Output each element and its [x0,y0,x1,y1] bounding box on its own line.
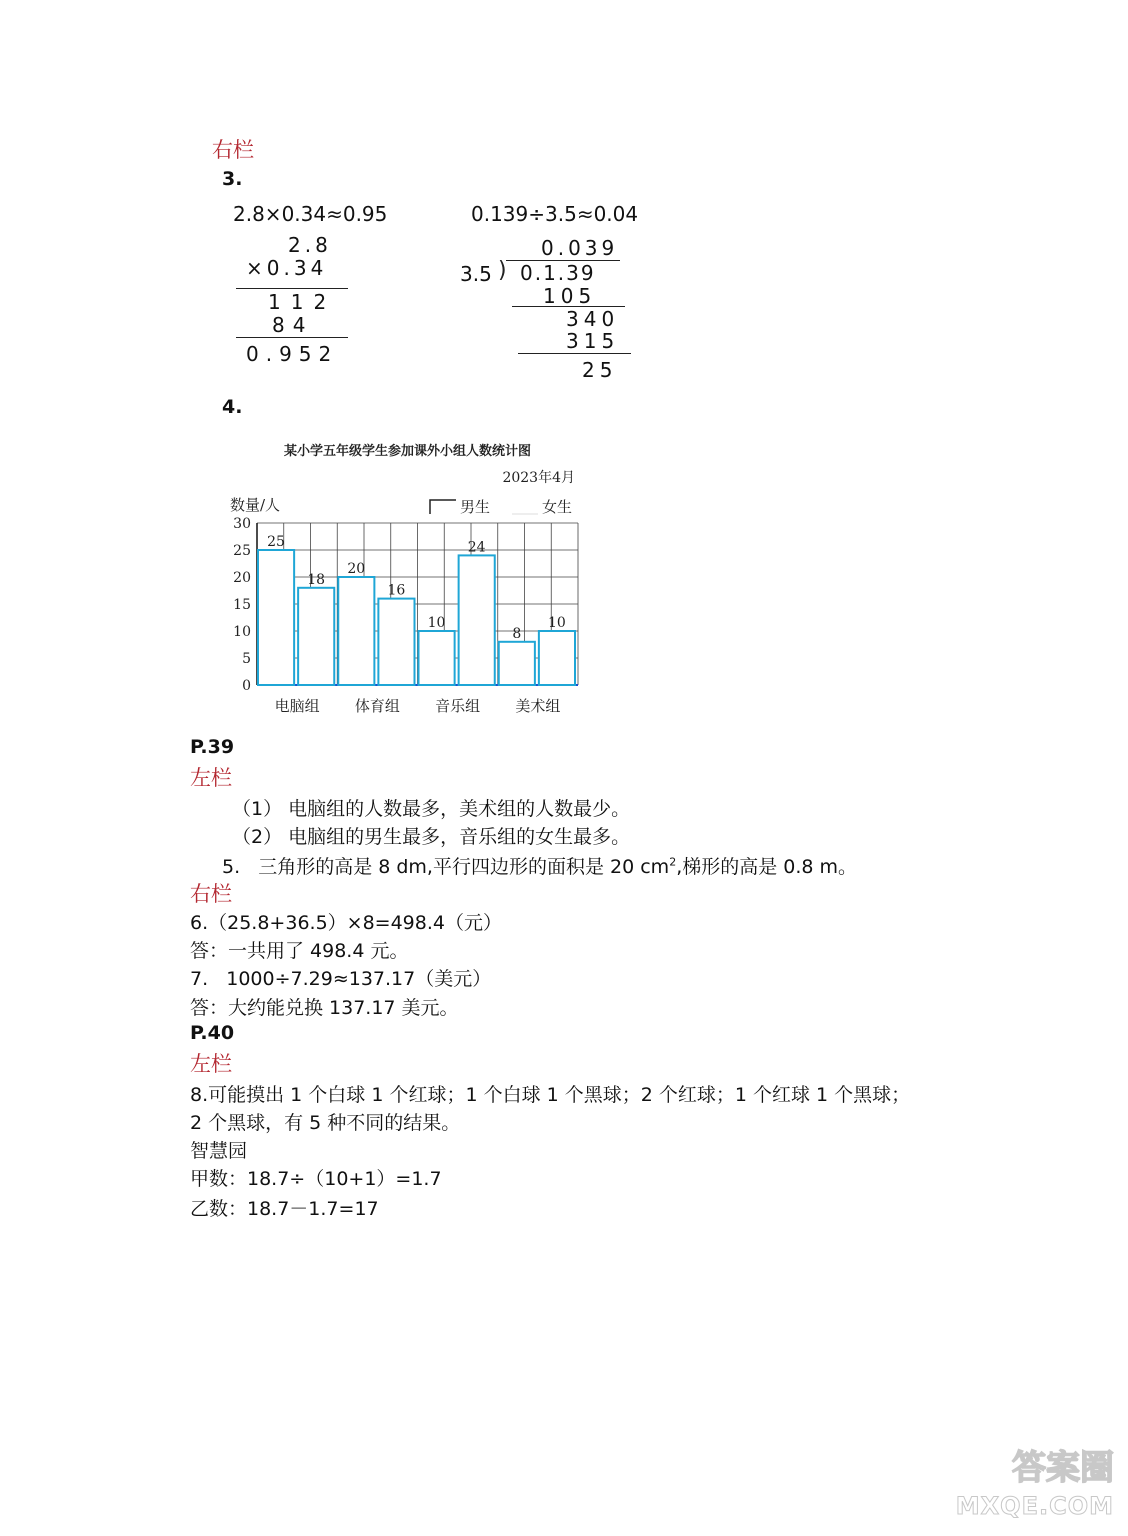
item-5-number: 5. [222,856,241,878]
item-5-tail: ,梯形的高是 0.8 m。 [676,856,858,878]
question-4-number: 4. [222,396,243,418]
multiplication-rule-1 [236,288,348,289]
bar-male [499,642,535,685]
bar-male [419,631,455,685]
answer-item-8-line-1: 8.可能摸出 1 个白球 1 个红球；1 个白球 1 个黑球；2 个红球；1 个红球 1 个黑球； [190,1084,911,1106]
answer-item-8-line-2: 2 个黑球，有 5 种不同的结果。 [190,1112,461,1134]
watermark-logo: 答案圈 [1012,1448,1114,1488]
watermark [948,1440,1118,1530]
x-category-label: 音乐组 [435,697,481,715]
y-tick-label: 25 [233,543,251,559]
quotient: 0.039 [541,236,619,260]
y-tick-label: 20 [233,570,251,586]
chart-title: 某小学五年级学生参加课外小组人数统计图 [283,444,532,459]
division-bracket: ) [498,258,507,283]
answer-item-1: （1） 电脑组的人数最多，美术组的人数最少。 [232,798,631,820]
multiplier: ×0.34 [246,256,328,280]
answer-item-2: （2） 电脑组的男生最多，音乐组的女生最多。 [232,826,631,848]
division-step-1: 105 [543,284,597,308]
question-3-number: 3. [222,168,243,190]
x-category-label: 电脑组 [274,697,320,715]
bar-female [378,599,414,685]
left-column-label-p39: 左栏 [190,766,232,790]
multiplicand: 2.8 [288,233,332,257]
bar-value-label: 20 [347,561,366,577]
bar-value-label: 18 [307,571,326,588]
division-rule-2 [518,353,631,354]
wisdom-garden-heading: 智慧园 [190,1140,248,1162]
right-column-label-p39: 右栏 [190,882,232,906]
chart-date: 2023年4月 [502,470,575,486]
partial-product-2: 84 [272,313,314,337]
y-tick-label: 30 [233,516,251,532]
answer-item-5 [222,852,857,879]
divisor: 3.5 [460,262,492,286]
page-39-label: P.39 [190,736,235,758]
number-jia: 甲数：18.7÷（10+1）=1.7 [190,1168,442,1190]
item-5-superscript: 2 [669,855,677,869]
bar-female [298,588,334,685]
y-tick-label: 15 [233,597,251,613]
x-category-label: 体育组 [354,697,400,715]
watermark-url: MXQE.COM [955,1492,1114,1520]
remainder: 25 [582,358,618,382]
bar-female [539,631,575,685]
legend-label-male: 男生 [460,498,491,516]
y-tick-label: 10 [233,624,251,640]
right-column-label: 右栏 [212,138,254,162]
partial-product-1: 112 [268,290,337,314]
answer-item-7: 7. 1000÷7.29≈137.17（美元） [190,968,492,990]
bar-value-label: 16 [387,582,406,599]
multiplication-rule-2 [236,337,348,338]
number-yi: 乙数：18.7－1.7=17 [190,1198,379,1220]
y-axis-label: 数量/人 [230,496,281,514]
bar-value-label: 10 [548,615,566,631]
legend-label-female: 女生 [542,498,573,516]
answer-item-6: 6.（25.8+36.5）×8=498.4（元） [190,912,502,934]
item-5-text: 三角形的高是 8 dm,平行四边形的面积是 20 cm [258,856,670,878]
bar-chart [0,430,1128,730]
division-step-3: 315 [566,329,620,353]
y-tick-label: 0 [242,678,251,694]
bar-male [258,550,294,685]
bar-male [338,577,374,685]
answer-item-6-answer: 答：一共用了 498.4 元。 [190,940,409,962]
bar-value-label: 8 [512,625,522,642]
multiplication-expression: 2.8×0.34≈0.95 [233,202,388,226]
dividend: 0.1.39 [520,261,596,285]
division-step-2: 340 [566,307,620,331]
y-tick-label: 5 [242,651,251,667]
product: 0.952 [246,342,339,366]
division-expression: 0.139÷3.5≈0.04 [471,202,639,226]
answer-item-7-answer: 答：大约能兑换 137.17 美元。 [190,997,459,1019]
bar-female [459,555,495,685]
left-column-label-p40: 左栏 [190,1052,232,1076]
bar-value-label: 10 [427,615,446,631]
bar-value-label: 25 [267,534,285,550]
legend-swatch-male [430,500,456,514]
bar-value-label: 24 [467,539,486,556]
page-40-label: P.40 [190,1022,235,1044]
x-category-label: 美术组 [515,697,561,715]
